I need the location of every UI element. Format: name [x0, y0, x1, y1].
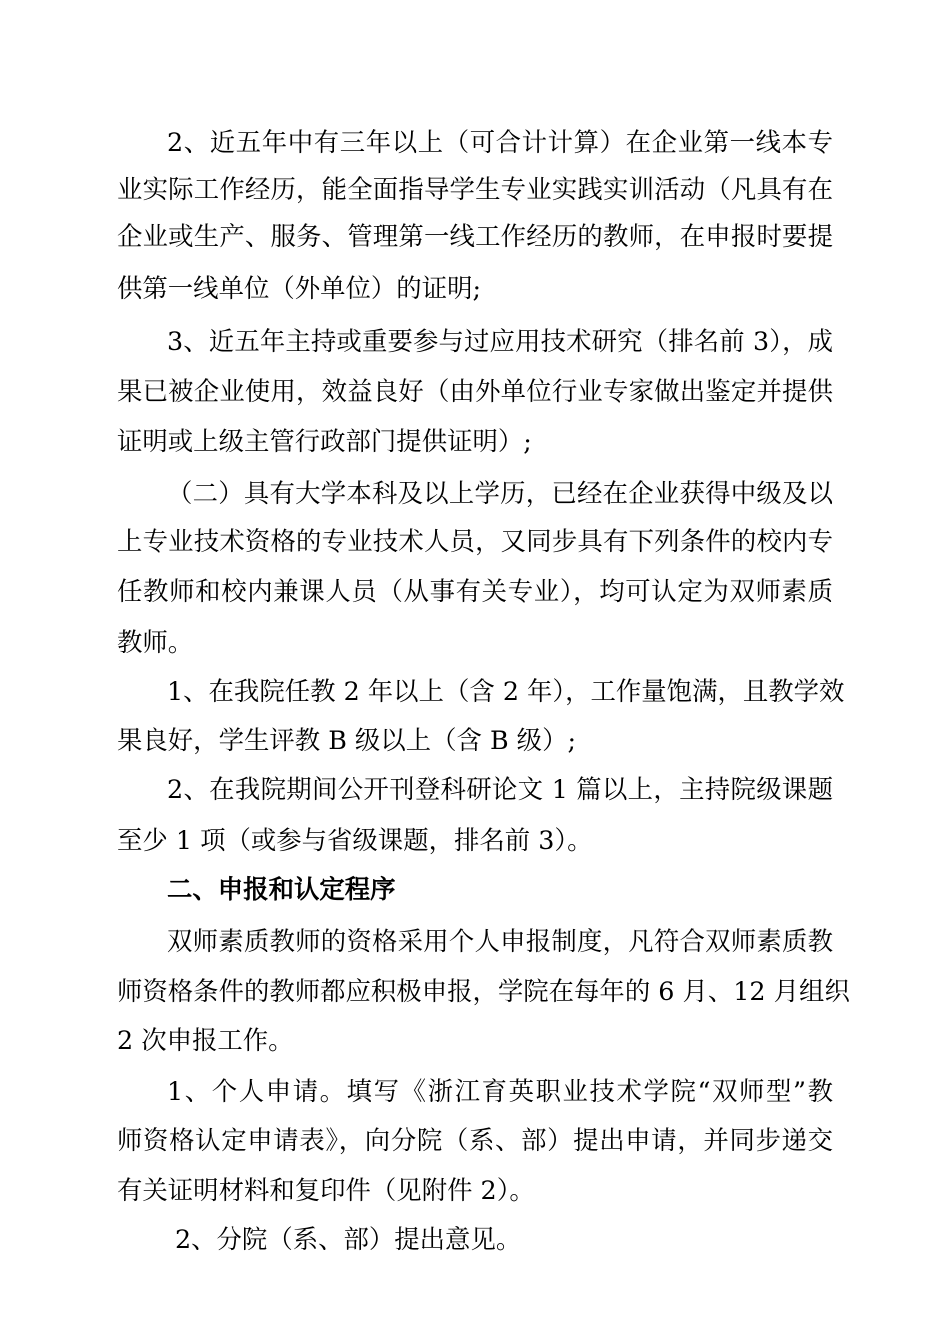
- text-line: 供第一线单位（外单位）的证明;: [117, 273, 482, 303]
- text-line: 3、近五年主持或重要参与过应用技术研究（排名前 3），成: [167, 326, 833, 356]
- text-line: 双师素质教师的资格采用个人申报制度，凡符合双师素质教: [167, 926, 833, 956]
- text-line: 2、在我院期间公开刊登科研论文 1 篇以上，主持院级课题: [167, 774, 833, 804]
- text-line: 1、在我院任教 2 年以上（含 2 年），工作量饱满，且教学效: [167, 676, 845, 706]
- text-line: 2、近五年中有三年以上（可合计计算）在企业第一线本专: [167, 127, 833, 157]
- text-line: 师资格认定申请表》，向分院（系、部）提出申请，并同步递交: [117, 1125, 833, 1155]
- text-line: 证明或上级主管行政部门提供证明）;: [117, 426, 532, 456]
- text-line: 师资格条件的教师都应积极申报，学院在每年的 6 月、12 月组织: [117, 976, 850, 1006]
- text-line: 任教师和校内兼课人员（从事有关专业），均可认定为双师素质: [117, 576, 833, 606]
- text-line: 至少 1 项（或参与省级课题，排名前 3）。: [117, 825, 593, 855]
- text-line: 果良好，学生评教 B 级以上（含 B 级）;: [117, 725, 577, 755]
- text-line: 果已被企业使用，效益良好（由外单位行业专家做出鉴定并提供: [117, 376, 833, 406]
- section-heading: 二、申报和认定程序: [167, 874, 396, 904]
- text-line: 上专业技术资格的专业技术人员，又同步具有下列条件的校内专: [117, 526, 833, 556]
- text-line: 2、分院（系、部）提出意见。: [175, 1224, 522, 1254]
- text-line: （二）具有大学本科及以上学历，已经在企业获得中级及以: [167, 478, 833, 508]
- text-line: 1、个人申请。填写《浙江育英职业技术学院“双师型”教: [167, 1076, 833, 1106]
- text-line: 业实际工作经历，能全面指导学生专业实践实训活动（凡具有在: [117, 174, 833, 204]
- text-line: 2 次申报工作。: [117, 1025, 294, 1055]
- text-line: 教师。: [117, 627, 194, 657]
- text-line: 企业或生产、服务、管理第一线工作经历的教师，在申报时要提: [117, 221, 833, 251]
- text-line: 有关证明材料和复印件（见附件 2）。: [117, 1175, 535, 1205]
